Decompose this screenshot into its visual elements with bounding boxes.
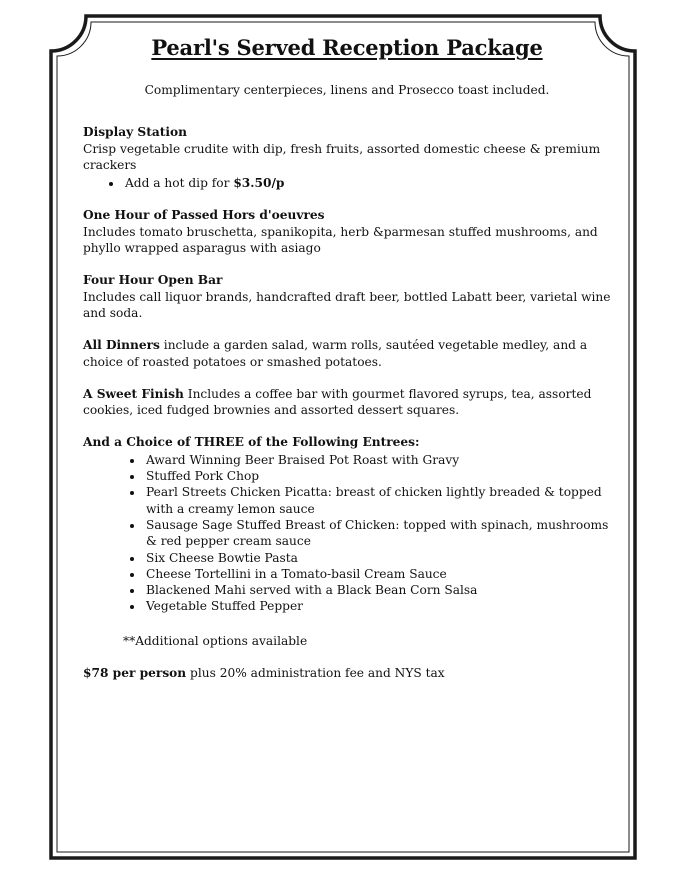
hors-doeuvres-text: Includes tomato bruschetta, spanikopita, herb &parmesan stuffed mushrooms, and phyllo wrapped asparagus with asiago xyxy=(83,224,598,256)
list-item xyxy=(123,175,611,191)
menu-document xyxy=(83,34,611,681)
dinners-section xyxy=(83,337,611,370)
entrees-section xyxy=(83,434,611,649)
open-bar-heading: Four Hour Open Bar xyxy=(83,273,223,288)
list-item: • Sausage Sage Stuffed Breast of Chicken: topped with spinach, mushrooms & red pepper cream sauce xyxy=(144,517,611,550)
hot-dip-price: $3.50/p xyxy=(233,176,285,191)
display-station-section xyxy=(83,124,611,191)
hors-doeuvres-heading: One Hour of Passed Hors d'oeuvres xyxy=(83,208,325,223)
price-details: plus 20% administration fee and NYS tax xyxy=(186,666,445,681)
list-item: • Award Winning Beer Braised Pot Roast with Gravy xyxy=(144,452,611,468)
sweet-finish-section xyxy=(83,386,611,419)
sweet-finish-paragraph xyxy=(83,386,611,419)
display-station-list xyxy=(83,175,611,191)
dinners-paragraph xyxy=(83,337,611,370)
list-item: • Cheese Tortellini in a Tomato-basil Cream Sauce xyxy=(144,566,611,582)
price-amount: $78 per person xyxy=(83,666,187,681)
pricing-line xyxy=(83,665,611,681)
list-item: • Stuffed Pork Chop xyxy=(144,468,611,484)
list-item: • Blackened Mahi served with a Black Bean Corn Salsa xyxy=(144,582,611,598)
display-station-text: Crisp vegetable crudite with dip, fresh fruits, assorted domestic cheese & premium crackers xyxy=(83,141,601,172)
sweet-finish-heading: A Sweet Finish xyxy=(83,386,184,401)
open-bar-section xyxy=(83,272,611,321)
page-title: Pearl's Served Reception Package xyxy=(151,35,543,60)
additional-options-note: **Additional options available xyxy=(123,633,308,648)
list-item: • Pearl Streets Chicken Picatta: breast of chicken lightly breaded & topped with a creamy lemon sauce xyxy=(144,484,611,517)
hot-dip-text: Add a hot dip for xyxy=(125,176,234,191)
intro-text: Complimentary centerpieces, linens and Prosecco toast included. xyxy=(144,83,550,97)
sweet-finish-text: Includes a coffee bar with gourmet flavored syrups, tea, assorted cookies, iced fudged brownies and assorted dessert squares. xyxy=(83,386,592,418)
list-item: • Six Cheese Bowtie Pasta xyxy=(144,550,611,566)
hors-doeuvres-section xyxy=(83,207,611,256)
display-station-heading: Display Station xyxy=(83,125,188,140)
entrees-heading: And a Choice of THREE of the Following Entrees: xyxy=(83,435,420,450)
dinners-heading: All Dinners xyxy=(83,338,160,353)
list-item: • Vegetable Stuffed Pepper xyxy=(144,598,611,614)
open-bar-text: Includes call liquor brands, handcrafted draft beer, bottled Labatt beer, varietal wine and soda. xyxy=(83,289,611,320)
dinners-text: include a garden salad, warm rolls, sautéed vegetable medley, and a choice of roasted potatoes or smashed potatoes. xyxy=(83,338,588,369)
entrees-list xyxy=(83,452,611,615)
